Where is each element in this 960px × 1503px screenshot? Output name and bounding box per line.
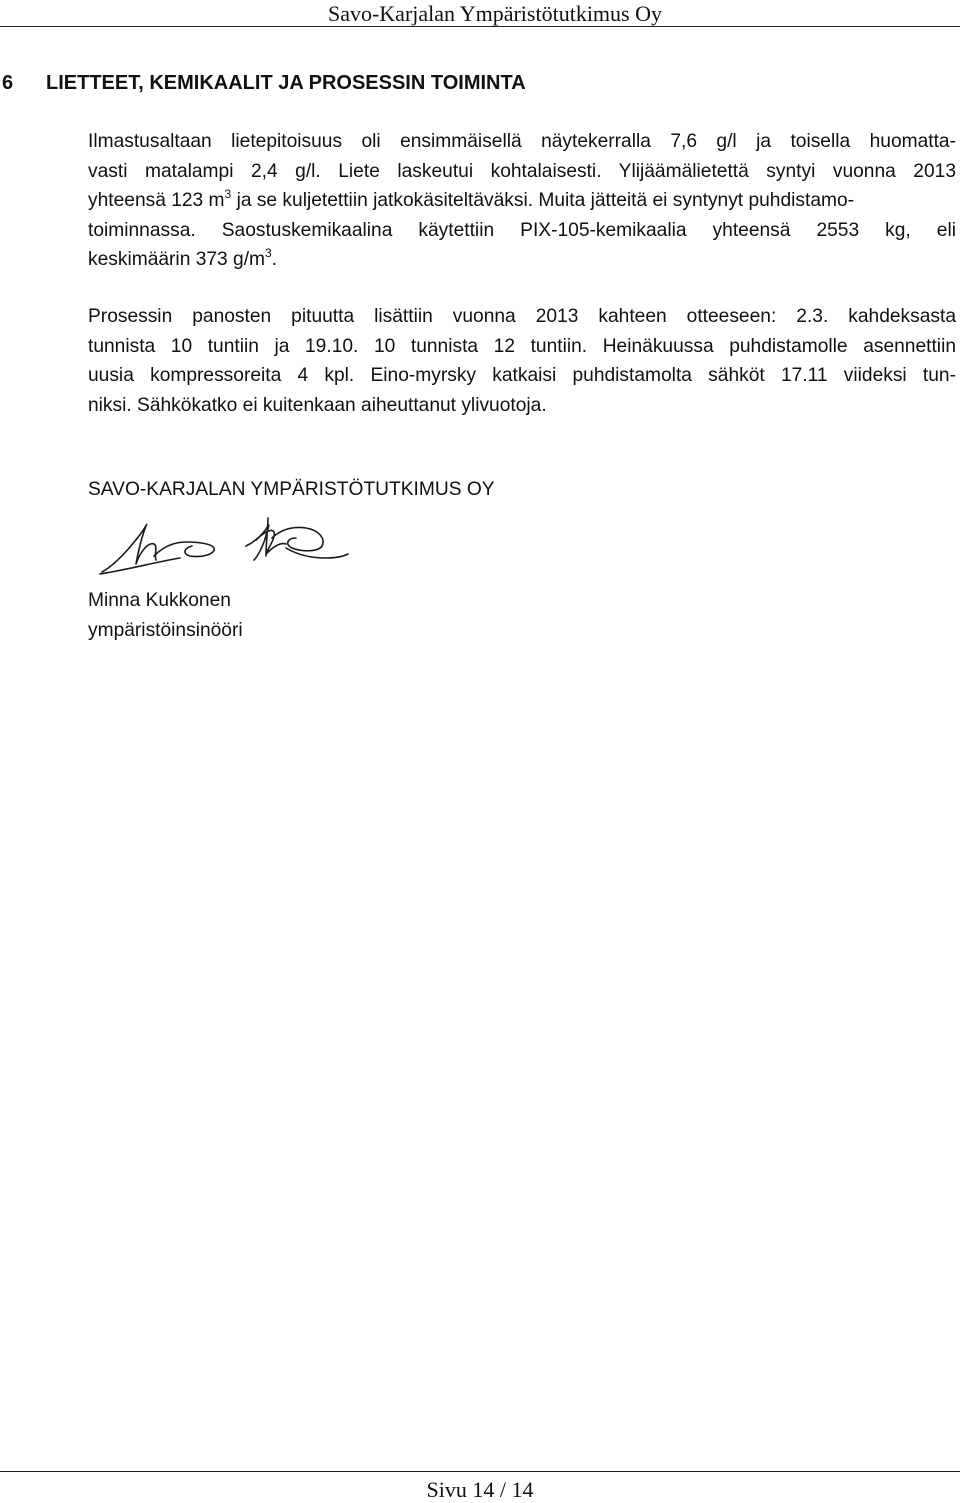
text-run: . [271, 249, 278, 271]
paragraph-line: Ilmastusaltaan lietepitoisuus oli ensimmäisellä näytekerralla 7,6 g/l ja toisella huomatta- [88, 131, 956, 152]
text-run: yhteensä 123 m [88, 190, 225, 212]
section-number: 6 [2, 72, 14, 94]
paragraph-line: toiminnassa. Saostuskemikaalina käytettiin PIX-105-kemikaalia yhteensä 2553 kg, eli [88, 219, 956, 241]
superscript: 3 [224, 187, 232, 202]
header-divider [0, 26, 960, 27]
paragraph-line [88, 245, 956, 275]
signature-stroke [272, 527, 323, 550]
paragraph-line [88, 186, 956, 216]
paragraph-line: vasti matalampi 2,4 g/l. Liete laskeutui kohtalaisesti. Ylijäämälietettä syntyi vuonna 2013 [88, 160, 956, 182]
handwritten-signatures [96, 512, 356, 584]
footer-divider [0, 1471, 960, 1472]
paragraph-process-operation [88, 302, 956, 420]
section-title: LIETTEET, KEMIKAALIT JA PROSESSIN TOIMINTA [46, 72, 526, 94]
paragraph-line: Prosessin panosten pituutta lisättiin vuonna 2013 kahteen otteeseen: 2.3. kahdeksasta [88, 306, 956, 327]
text-run: keskimäärin 373 g/m [88, 249, 266, 271]
paragraph-line: niksi. Sähkökatko ei kuitenkaan aiheuttanut ylivuotoja. [88, 394, 547, 416]
paragraph-line: uusia kompressoreita 4 kpl. Eino-myrsky katkaisi puhdistamolta sähköt 17.11 viideksi tun- [88, 365, 956, 387]
signer-name: Minna Kukkonen [88, 590, 231, 611]
signature-stroke [154, 542, 214, 557]
paragraph-line: tunnista 10 tuntiin ja 19.10. 10 tunnista 12 tuntiin. Heinäkuussa puhdistamolle asennettiin [88, 335, 956, 357]
page-number: Sivu 14 / 14 [426, 1477, 534, 1502]
signer-block [88, 586, 243, 646]
paragraph-sludge-chemicals [88, 127, 956, 275]
superscript: 3 [265, 246, 272, 261]
signer-title: ympäristöinsinööri [88, 620, 243, 641]
text-run: ja se kuljetettiin jatkokäsiteltäväksi. Muita jätteitä ei syntynyt puhdistamo- [231, 190, 855, 212]
running-header: Savo-Karjalan Ympäristötutkimus Oy [327, 1, 662, 26]
company-name: SAVO-KARJALAN YMPÄRISTÖTUTKIMUS OY [88, 479, 495, 500]
